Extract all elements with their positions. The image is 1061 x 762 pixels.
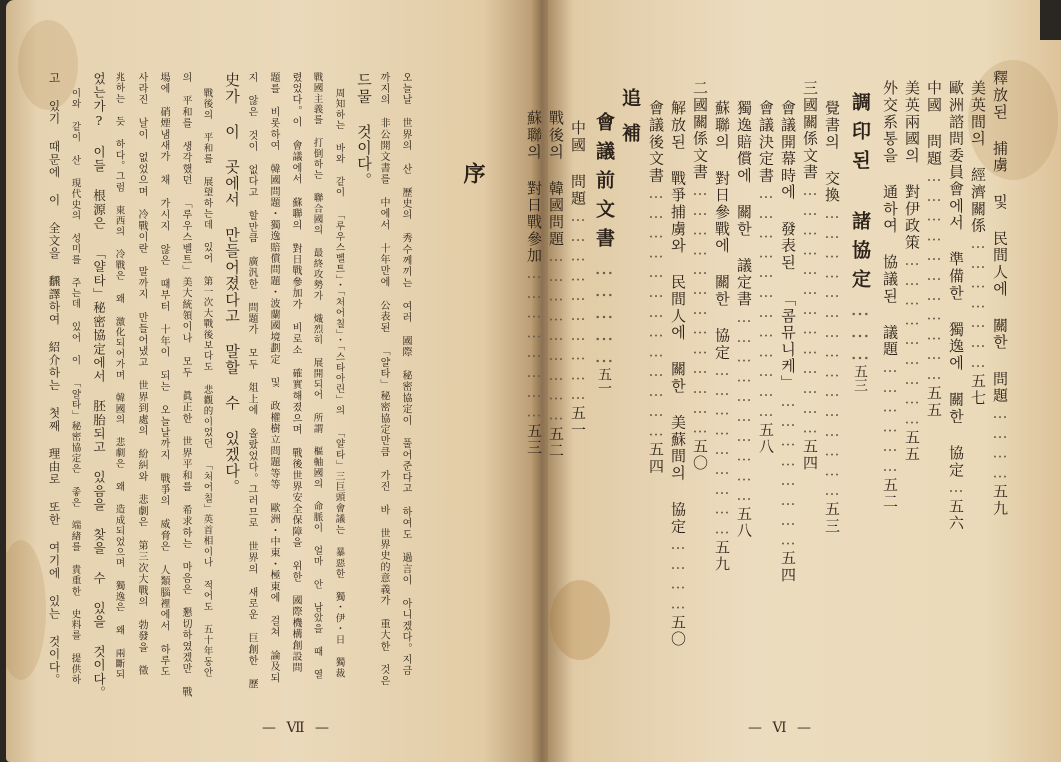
preface-line: 었는가? 이들 根源은 「얄타」秘密協定에서 胚胎되고 있음을 찾을 수 있을 것이다。 bbox=[91, 72, 107, 700]
toc-item: 美英間의 經濟關係…………………五七 bbox=[969, 80, 987, 407]
toc-item: 中國 問題……………………………五五 bbox=[925, 80, 943, 419]
toc-item: 蘇聯의 對日戰參加……………………五三 bbox=[525, 110, 543, 457]
preface-line: 兆하는 듯 하다。그럼 東西의 冷戰은 왜 激化되어가며 韓國의 悲劇은 왜 造成되었으며 獨逸은 왜 兩斷되 bbox=[113, 72, 125, 680]
toc-item: 蘇聯의 對日參戰에 關한 協定………………………五九 bbox=[713, 100, 731, 573]
toc-item: 歐洲諮問委員會에서 準備한 獨逸에 關한 協定…五六 bbox=[947, 80, 965, 532]
preface-line: 까지의 非公開文書를 中에서 十年만에 公表된 「얄타」秘密協定만큼 가진 바 世界史的意義가 重大한 것은 bbox=[378, 72, 389, 687]
preface-line: 고 있기 때문에 이 全文을 飜譯하여 紹介하는 첫째 理由로 또한 여기에 있는 것이다。 bbox=[47, 72, 62, 687]
toc-item: 釋放된 捕虜 및 民間人에 關한 問題…………五九 bbox=[991, 70, 1009, 518]
toc-item: 戰後의 韓國問題………………………五二 bbox=[547, 110, 565, 460]
toc-item: 美英兩國의 對伊政策………………………五五 bbox=[903, 80, 921, 463]
toc-heading-signed-agreements: 調印된 諸協定………五三 bbox=[849, 92, 871, 392]
preface-title: 序 bbox=[460, 162, 486, 198]
right-page-number: — Ⅵ — bbox=[748, 720, 814, 736]
preface-line: 렸었다。이 會議에서 蘇聯의 對日戰參加가 비로소 確實해졌으며 戰後世界安全保障을 위한 國際機構創設問 bbox=[290, 72, 301, 674]
toc-item: 會議決定書………………………………五八 bbox=[757, 100, 775, 456]
preface-line: 史가 이 곳에서 만들어졌다고 말할 수 있겠다。 bbox=[223, 72, 241, 495]
toc-item: 三國關係文書…………………………………五四 bbox=[801, 80, 819, 472]
toc-item: 會議後文書…………………………………五四 bbox=[647, 100, 665, 476]
preface-line: 드물 것이다。 bbox=[355, 72, 373, 189]
preface-line: 의 平和를 생각했던 「루우스벨트」美大統領이나 모두 眞正한 世界平和를 希求하는 마음은 懇切하였겠만 戰 bbox=[180, 72, 191, 698]
toc-item: 解放된 戰爭捕虜와 民間人에 關한 美蘇間의 協定…………五〇 bbox=[669, 100, 687, 648]
preface-line: 사라진 날이 없었으며 冷戰이란 말까지 만들어냈고 世界到處의 紛糾와 悲劇은 第三次大戰의 勃發을 徵 bbox=[136, 72, 147, 677]
preface-line: 오늘날 世界의 산 歷史의 秀수께끼는 여러 國際 秘密協定이 풀어준다고 하여도 過言이 아니겠다。지금 bbox=[400, 72, 411, 677]
toc-heading-pre-conference: 會議前文書……………五一 bbox=[593, 112, 615, 395]
toc-item: 中國 問題…………………………五一 bbox=[569, 120, 587, 439]
preface-line: 周知하는 바와 같이 「루우스벨트」・「처어칠」・「스타아린」의 「얄타」三巨頭會議는 暴惡한 獨・伊・日 獨裁 bbox=[333, 88, 345, 679]
preface-line: 場에 硝煙냄새가 채 가시지 않은 때부터 十年이 되는 오늘날까지 戰爭의 威脅은 人類腦裡에서 하루도 bbox=[158, 72, 169, 678]
preface-line: 題를 비롯하여 韓國問題・獨逸賠償問題・波蘭國境劃定 및 政權樹立問題等等 歐洲・中東・極東에 걸쳐 論及되 bbox=[268, 72, 279, 684]
toc-item: 二國關係文書…………………………………五〇 bbox=[691, 80, 709, 472]
preface-line: 이와 같이 산 現代史의 성미를 주는데 있어 이 「얄타」秘密協定은 좋은 端緖를 貴重한 史料를 提供하 bbox=[69, 88, 81, 686]
preface-line: 戰後의 平和를 展望하는데 있어 第一次大戰後보다도 悲觀的이었던 「처어칠」英首相이나 적어도 五十年동안 bbox=[201, 88, 213, 678]
toc-item: 會議開幕時에 發表된 「콤뮤니케」……………………五四 bbox=[779, 100, 797, 584]
torn-corner bbox=[1040, 0, 1061, 40]
preface-line: 戰國主義를 打倒하는 聯合國의 最終攻勢가 熾烈히 展開되어 所謂 樞軸國의 命脈이 얼마 안 남았을 때 열 bbox=[311, 72, 323, 680]
toc-item: 覺書의 交換………………………………………五三 bbox=[823, 100, 841, 535]
toc-item: 獨逸賠償에 關한 議定書…………………………五八 bbox=[735, 100, 753, 540]
left-page-number: — Ⅶ — bbox=[262, 720, 332, 736]
preface-line: 지 않은 것이 없다고 할만큼 廣汎한 問題가 모두 俎上에 올랐었다。그러므로 世界의 새로운 巨創한 歷 bbox=[246, 72, 257, 690]
toc-heading-supplement: 追補 bbox=[619, 88, 641, 158]
toc-item: 外交系통을 通하여 協議된 議題………………五二 bbox=[881, 80, 899, 511]
